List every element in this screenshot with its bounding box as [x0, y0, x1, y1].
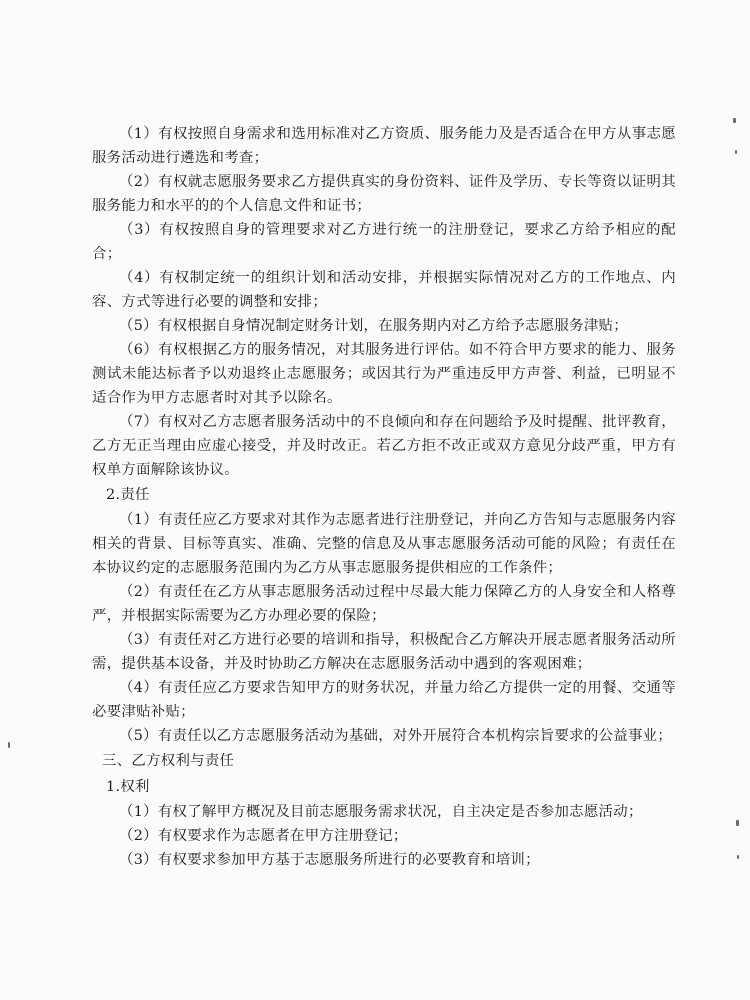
paragraph: （3）有权按照自身的管理要求对乙方进行统一的注册登记，要求乙方给予相应的配合； — [92, 222, 676, 262]
document-body — [92, 122, 676, 872]
subsection-heading: 1.权利 — [106, 779, 150, 795]
paragraph: （3）有权要求参加甲方基于志愿服务所进行的必要教育和培训； — [119, 852, 540, 868]
scan-speck — [735, 150, 737, 154]
paragraph: （4）有责任应乙方要求告知甲方的财务状况，并量力给乙方提供一定的用餐、交通等必要津贴补贴； — [92, 680, 676, 720]
paragraph: （2）有权要求作为志愿者在甲方注册登记； — [119, 828, 408, 844]
paragraph: （2）有责任在乙方从事志愿服务活动过程中尽最大能力保障乙方的人身安全和人格尊严，并根据实际需要为乙方办理必要的保险； — [92, 584, 676, 624]
subsection-heading: 2.责任 — [106, 487, 150, 503]
paragraph: （3）有责任对乙方进行必要的培训和指导，积极配合乙方解决开展志愿者服务活动所需，提供基本设备，并及时协助乙方解决在志愿服务活动中遇到的客观困难； — [92, 632, 676, 672]
scan-speck — [8, 742, 10, 748]
paragraph: （1）有权了解甲方概况及目前志愿服务需求状况，自主决定是否参加志愿活动； — [119, 804, 643, 820]
section-heading: 三、乙方权利与责任 — [102, 753, 235, 769]
scan-speck — [736, 820, 739, 826]
paragraph: （6）有权根据乙方的服务情况，对其服务进行评估。如不符合甲方要求的能力、服务测试未能达标者予以劝退终止志愿服务；或因其行为严重违反甲方声誉、利益，已明显不适合作为甲方志愿者时对其予以除名。 — [92, 342, 676, 406]
paragraph: （4）有权制定统一的组织计划和活动安排，并根据实际情况对乙方的工作地点、内容、方式等进行必要的调整和安排； — [92, 270, 676, 310]
scan-speck — [733, 118, 736, 123]
scan-speck — [737, 855, 739, 859]
paragraph: （5）有权根据自身情况制定财务计划，在服务期内对乙方给予志愿服务津贴； — [119, 318, 628, 334]
paragraph: （1）有权按照自身需求和选用标准对乙方资质、服务能力及是否适合在甲方从事志愿服务活动进行遴选和考查； — [92, 126, 676, 166]
paragraph: （7）有权对乙方志愿者服务活动中的不良倾向和存在问题给予及时提醒、批评教育，乙方无正当理由应虚心接受，并及时改正。若乙方拒不改正或双方意见分歧严重，甲方有权单方面解除该协议。 — [92, 414, 676, 478]
paragraph: （2）有权就志愿服务要求乙方提供真实的身份资料、证件及学历、专长等资以证明其服务能力和水平的的个人信息文件和证书； — [92, 174, 676, 214]
paragraph: （1）有责任应乙方要求对其作为志愿者进行注册登记，并向乙方告知与志愿服务内容相关的背景、目标等真实、准确、完整的信息及从事志愿服务活动可能的风险；有责任在本协议约定的志愿服务范围内为乙方从事志愿服务提供相应的工作条件； — [92, 512, 676, 576]
paragraph: （5）有责任以乙方志愿服务活动为基础，对外开展符合本机构宗旨要求的公益事业； — [119, 728, 673, 744]
